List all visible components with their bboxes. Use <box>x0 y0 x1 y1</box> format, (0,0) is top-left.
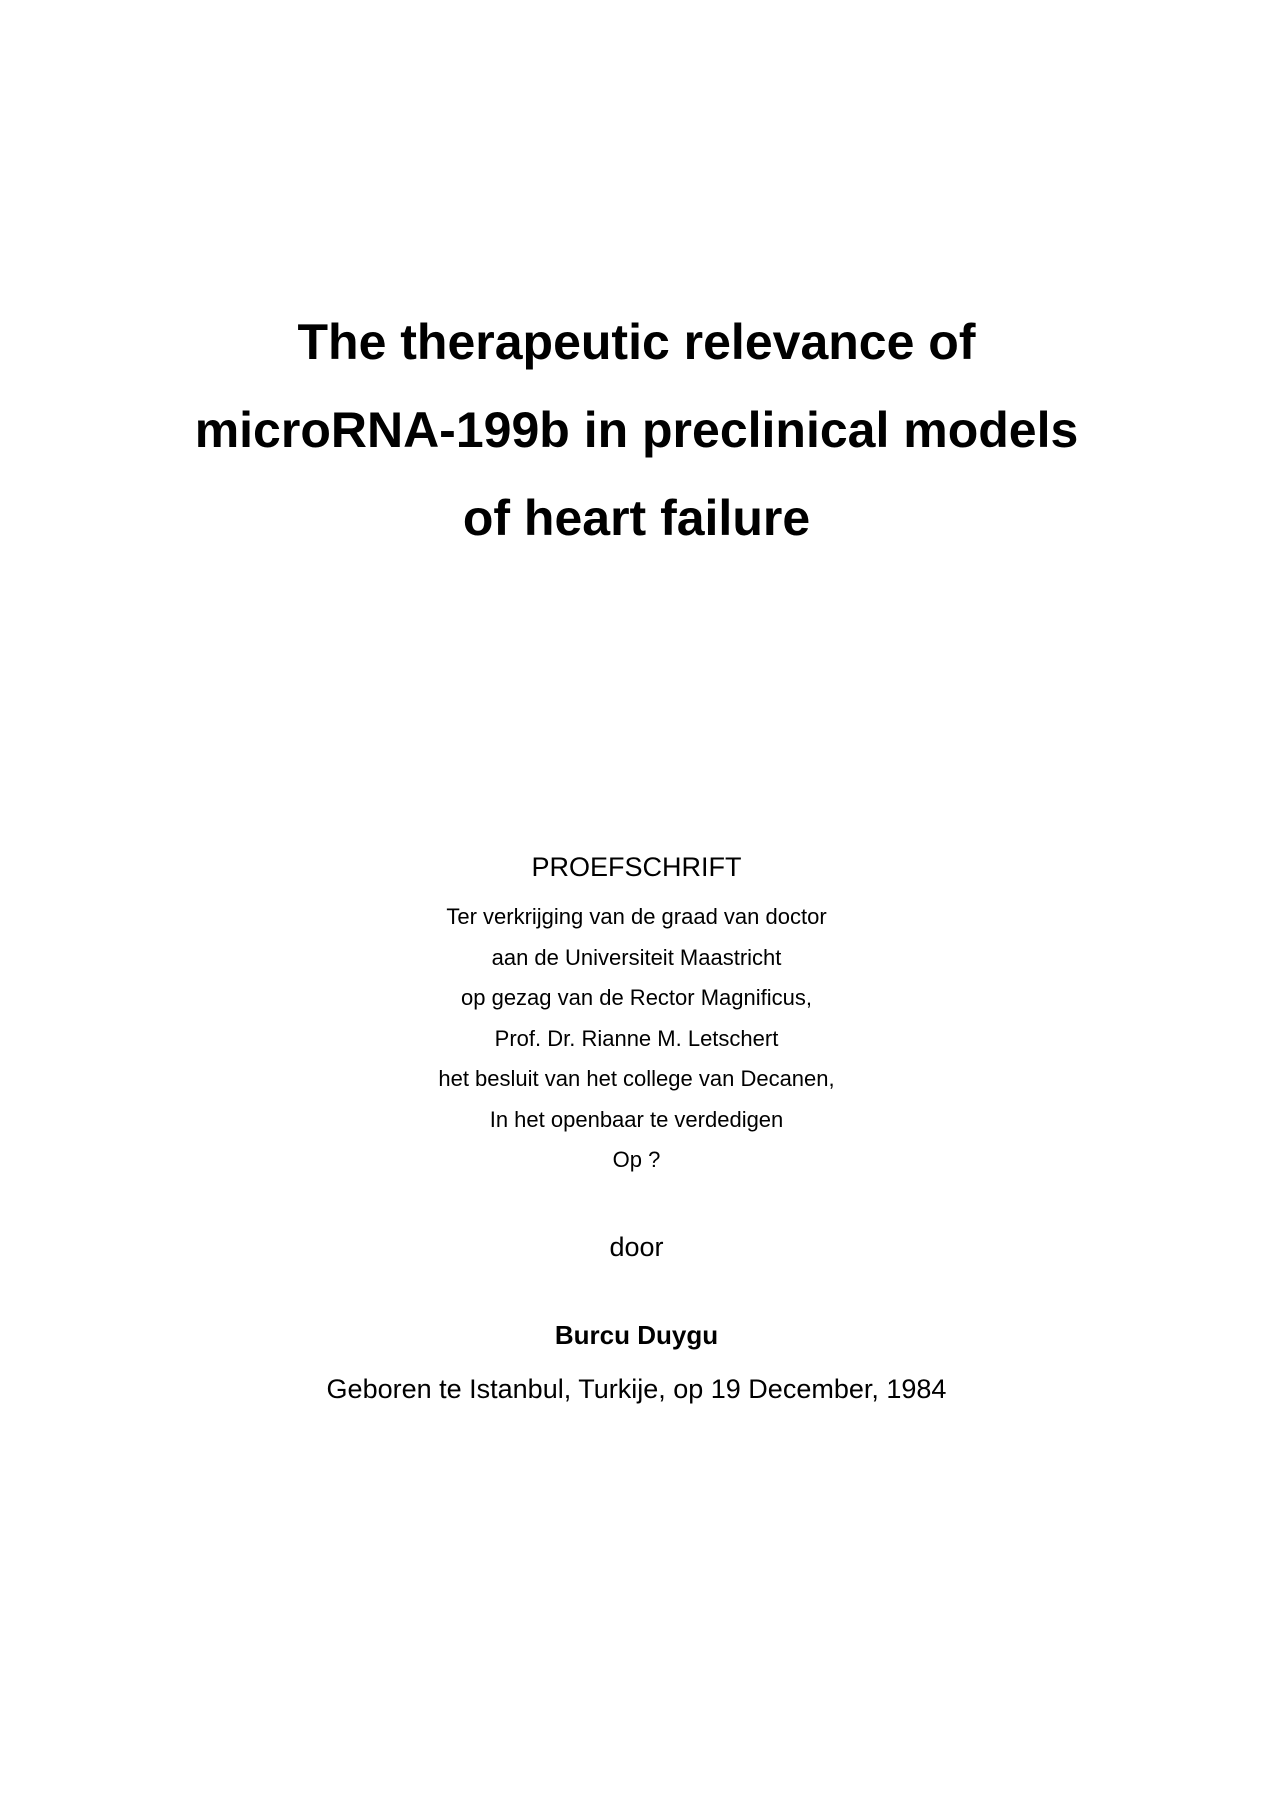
statement-line: Prof. Dr. Rianne M. Letschert <box>494 1025 779 1051</box>
proefschrift-heading: PROEFSCHRIFT <box>531 852 742 882</box>
title-line: of heart failure <box>462 490 811 546</box>
proefschrift-statement <box>0 897 1273 1181</box>
title-line: The therapeutic relevance of <box>297 314 976 370</box>
statement-line: op gezag van de Rector Magnificus, <box>461 985 812 1010</box>
door-label: door <box>609 1232 664 1262</box>
statement-line: het besluit van het college van Decanen, <box>438 1066 835 1091</box>
statement-line: Ter verkrijging van de graad van doctor <box>446 904 827 929</box>
author-name: Burcu Duygu <box>554 1320 719 1350</box>
title-line: microRNA-199b in preclinical models <box>194 402 1079 458</box>
thesis-title <box>0 298 1273 562</box>
statement-line: In het openbaar te verdedigen <box>489 1106 784 1132</box>
statement-line: aan de Universiteit Maastricht <box>491 944 782 970</box>
statement-line: Op ? <box>612 1147 661 1172</box>
birth-details: Geboren te Istanbul, Turkije, op 19 December, 1984 <box>326 1374 947 1404</box>
